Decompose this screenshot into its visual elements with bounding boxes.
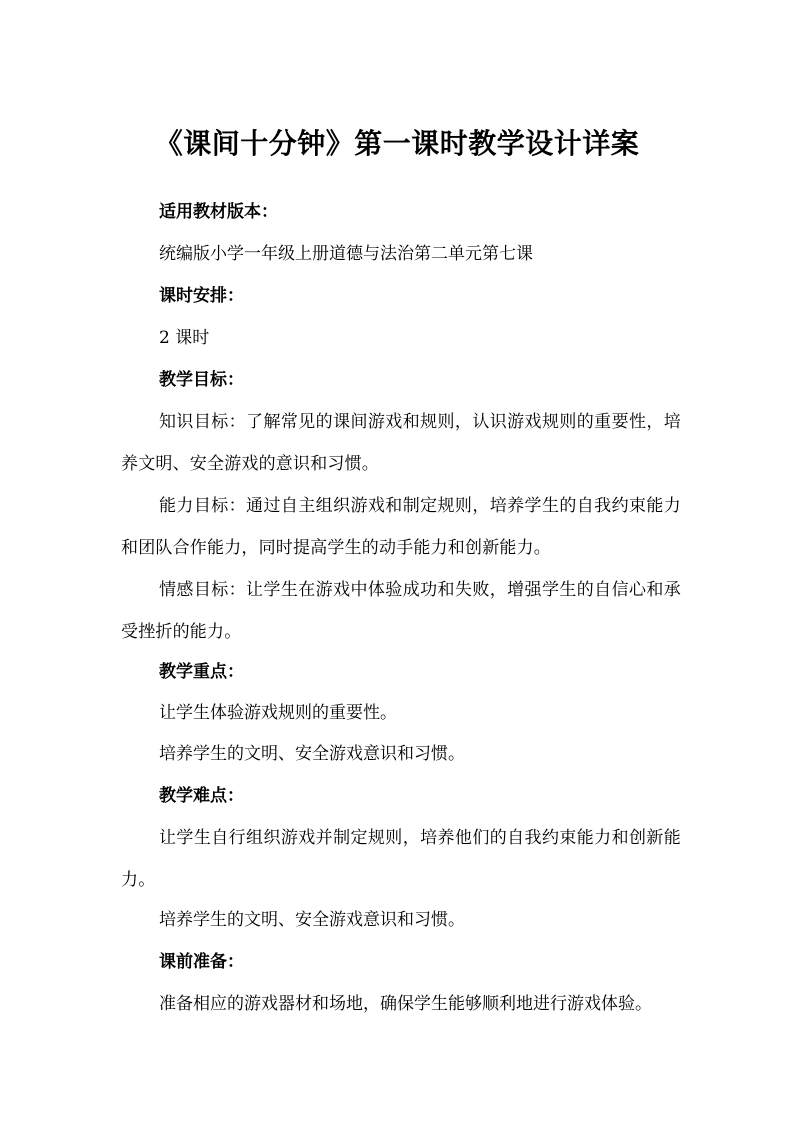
ability-objective: 能力目标：通过自主组织游戏和制定规则，培养学生的自我约束能力和团队合作能力，同时提高学生的动手能力和创新能力。: [121, 496, 681, 558]
key-points-heading: 教学重点：: [159, 662, 244, 682]
document-title: 《课间十分钟》第一课时教学设计详案: [154, 127, 640, 160]
textbook-content: 统编版小学一年级上册道德与法治第二单元第七课: [159, 244, 533, 264]
preparation-heading: 课前准备：: [159, 952, 244, 972]
knowledge-objective: 知识目标：了解常见的课间游戏和规则，认识游戏规则的重要性，培养文明、安全游戏的意识和习惯。: [121, 412, 681, 474]
difficulties-heading: 教学难点：: [159, 786, 244, 806]
objectives-heading: 教学目标：: [159, 370, 244, 390]
difficulty-item: 让学生自行组织游戏并制定规则，培养他们的自我约束能力和创新能力。: [121, 828, 681, 890]
key-point-item: 让学生体验游戏规则的重要性。: [159, 703, 397, 723]
schedule-heading: 课时安排：: [159, 286, 244, 306]
schedule-content: 2 课时: [159, 328, 210, 348]
difficulty-item: 培养学生的文明、安全游戏意识和习惯。: [159, 910, 465, 930]
emotion-objective: 情感目标：让学生在游戏中体验成功和失败，增强学生的自信心和承受挫折的能力。: [121, 580, 681, 642]
key-point-item: 培养学生的文明、安全游戏意识和习惯。: [159, 744, 465, 764]
textbook-heading: 适用教材版本：: [159, 202, 278, 222]
preparation-content: 准备相应的游戏器材和场地，确保学生能够顺利地进行游戏体验。: [159, 994, 652, 1014]
